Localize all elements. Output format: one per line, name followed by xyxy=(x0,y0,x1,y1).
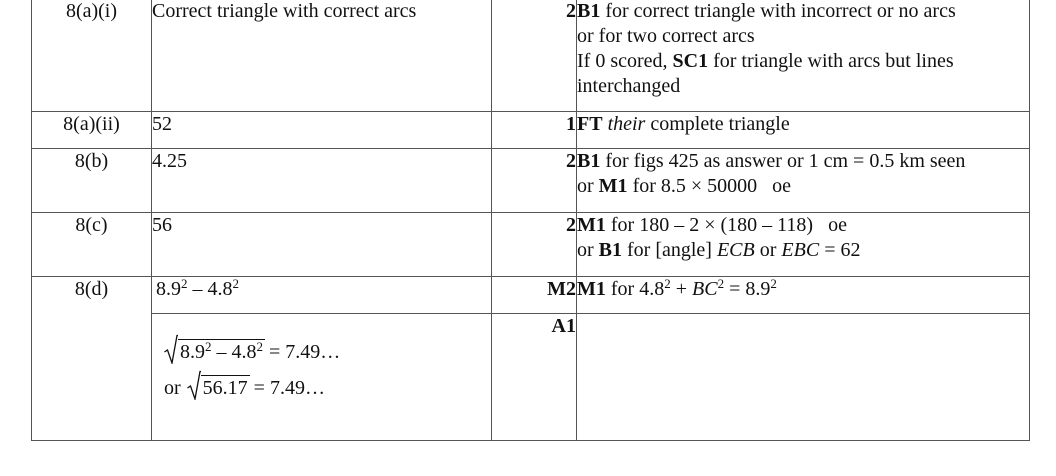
mark-code: FT xyxy=(577,113,603,135)
answer-cell: 52 xyxy=(152,112,492,149)
table-row xyxy=(32,149,1030,213)
guidance-text: = 62 xyxy=(819,239,861,261)
guidance-text: interchanged xyxy=(577,75,681,97)
table-row xyxy=(32,277,1030,314)
guidance-text: or for two correct arcs xyxy=(577,25,755,47)
question-number: 8(a)(i) xyxy=(32,0,152,112)
answer-cell xyxy=(152,314,492,441)
guidance-text: If 0 scored, xyxy=(577,50,673,72)
table-row xyxy=(32,213,1030,277)
guidance-text: for figs 425 as answer or 1 cm = 0.5 km seen xyxy=(600,150,966,172)
mark-code: M1 xyxy=(598,175,628,197)
table-row xyxy=(32,314,1030,441)
mark-code: M1 xyxy=(577,214,606,236)
mark-code: B1 xyxy=(577,150,601,172)
answer-expression: $8.9^2 - 4.8^2$ xyxy=(156,276,239,300)
mark-code: B1 xyxy=(577,0,601,22)
guidance-text: or xyxy=(754,239,782,261)
answer-cell: 4.25 xyxy=(152,149,492,213)
guidance-text: or xyxy=(577,175,599,197)
guidance-italic: their xyxy=(607,113,646,135)
table-row xyxy=(32,0,1030,112)
question-number: 8(d) xyxy=(32,277,152,441)
question-number: 8(a)(ii) xyxy=(32,112,152,149)
guidance-text: or xyxy=(577,239,599,261)
guidance-text: for correct triangle with incorrect or no arcs xyxy=(600,0,956,22)
question-number: 8(c) xyxy=(32,213,152,277)
sqrt-expression: $8.9^2 - 4.8^2$ = 7.49… xyxy=(164,330,481,364)
square-root-icon xyxy=(187,370,201,400)
question-number: 8(b) xyxy=(32,149,152,213)
or-label: or xyxy=(164,377,181,399)
answer-cell: 56 xyxy=(152,213,492,277)
angle-label: ECB xyxy=(716,239,755,261)
mark-scheme-table xyxy=(31,0,1030,441)
guidance-cell xyxy=(577,213,1030,277)
guidance-cell xyxy=(577,112,1030,149)
marks-cell: M2 xyxy=(492,277,577,314)
guidance-text: for 8.5 × 50000 oe xyxy=(627,175,792,197)
guidance-cell: M1 for $4.8^2 + BC^2 = 8.9^2$ xyxy=(577,277,1030,314)
angle-label: EBC xyxy=(781,239,820,261)
square-root-icon xyxy=(164,334,178,364)
guidance-cell xyxy=(577,314,1030,441)
marks-cell: 1 xyxy=(492,112,577,149)
answer-cell: Correct triangle with correct arcs xyxy=(152,0,492,112)
mark-code: M1 xyxy=(577,278,606,300)
sqrt-expression: or 56.17 = 7.49… xyxy=(164,366,481,400)
guidance-cell xyxy=(577,149,1030,213)
marks-cell: 2 xyxy=(492,149,577,213)
marks-cell: 2 xyxy=(492,213,577,277)
marks-cell: 2 xyxy=(492,0,577,112)
guidance-text: for triangle with arcs but lines xyxy=(708,50,954,72)
side-label: BC xyxy=(692,278,718,300)
guidance-text: for 180 – 2 × (180 – 118) oe xyxy=(605,214,847,236)
answer-cell xyxy=(152,277,492,314)
mark-code: SC1 xyxy=(672,50,709,72)
guidance-cell xyxy=(577,0,1030,112)
guidance-text: for [angle] xyxy=(622,239,717,261)
guidance-text: complete triangle xyxy=(645,113,790,135)
marks-cell: A1 xyxy=(492,314,577,441)
table-row xyxy=(32,112,1030,149)
mark-code: B1 xyxy=(598,239,623,261)
